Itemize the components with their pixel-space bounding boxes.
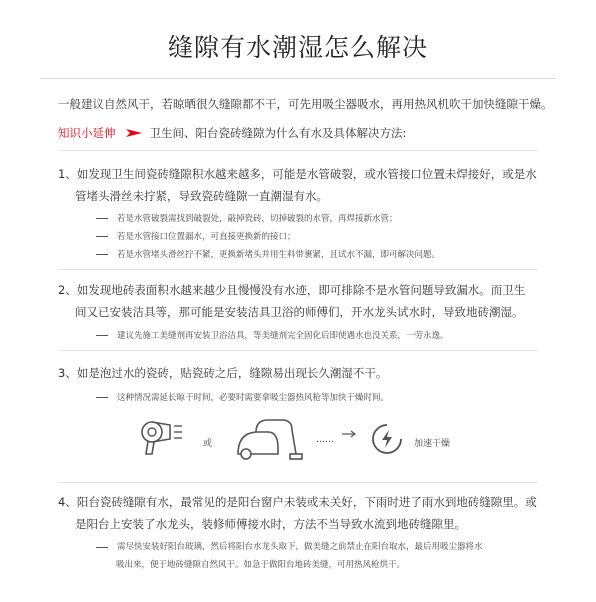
item-4-sub-1	[96, 538, 546, 574]
lightning-icon	[370, 422, 404, 456]
tip-label: 知识小延伸	[58, 126, 116, 140]
item-2-sub-1-text: 建议先施工美缝剂再安装卫浴洁具，等美缝剂完全固化后即使遇水也没关系，一劳永逸。	[117, 331, 449, 341]
item-1-sub-2-text: 若是水管接口位置漏水，可直接更换新的接口；	[117, 232, 296, 242]
dash-icon	[96, 335, 108, 336]
section-divider	[58, 350, 538, 351]
knowledge-tip	[58, 125, 406, 141]
dash-icon	[96, 397, 108, 398]
dash-icon	[96, 218, 108, 219]
item-2-line1: 2、如发现地砖表面积水越来越少且慢慢没有水迹，即可排除不是水管问题导致漏水。而卫生	[58, 283, 526, 297]
drying-tools-illustration	[130, 412, 490, 472]
hairdryer-icon	[138, 420, 186, 456]
dots-text: ……	[316, 435, 334, 445]
tip-text: 卫生间、阳台瓷砖缝隙为什么有水及具体解决方法:	[149, 126, 407, 140]
speed-dry-text: 加速干燥	[414, 439, 451, 449]
or-text: 或	[203, 439, 213, 449]
arrow-right-icon	[126, 129, 142, 137]
intro-text: 一般建议自然风干，若晾晒很久缝隙都不干，可先用吸尘器吸水，再用热风机吹干加快缝隙干燥。	[58, 97, 553, 111]
dash-icon	[96, 547, 108, 548]
item-1-sub-1	[96, 212, 398, 224]
item-3	[58, 362, 548, 384]
item-2-line2: 间又已安装洁具等，那可能是安装洁具卫浴的师傅们，开水龙头试水时，导致地砖潮湿。	[75, 305, 524, 319]
item-4-sub-line2: 吸出来，便于地砖缝隙自然风干。如急于做阳台地砖美缝，可用热风枪烘干。	[116, 560, 406, 570]
section-divider	[58, 482, 538, 483]
item-3-sub-1	[96, 391, 389, 403]
page-title: 缝隙有水潮湿怎么解决	[167, 33, 428, 62]
item-2	[58, 279, 548, 323]
title-divider	[40, 78, 556, 79]
item-1-sub-3	[96, 248, 440, 260]
dash-icon	[96, 254, 108, 255]
item-1	[58, 163, 548, 207]
arrow-right-icon	[342, 430, 356, 438]
item-1-sub-3-text: 若是水管堵头滑丝拧不紧，更换新堵头并用生料带裹紧，且试水不漏，即可解决问题。	[117, 250, 441, 260]
item-1-sub-1-text: 若是水管破裂需找到破裂处，敲掉瓷砖，切掉破裂的水管，再焊接新水管；	[117, 214, 398, 224]
item-3-line1: 3、如是泡过水的瓷砖，贴瓷砖之后，缝隙易出现长久潮湿不干。	[58, 366, 388, 380]
item-4	[58, 491, 548, 535]
item-4-line1: 4、阳台瓷砖缝隙有水，最常见的是阳台窗户未装或未关好，下雨时进了雨水到地砖缝隙里。或	[58, 495, 537, 509]
item-4-sub-line1: 需尽快安装好阳台玻璃，然后将阳台水龙头取下，做美缝之前禁止在阳台取水，最后用吸尘器将水	[117, 542, 483, 552]
item-1-line1: 1、如发现卫生间瓷砖缝隙积水越来越多，可能是水管破裂，或水管接口位置未焊接好，或是水	[58, 167, 537, 181]
dash-icon	[96, 236, 108, 237]
item-2-sub-1	[96, 329, 449, 341]
item-4-line2: 是阳台上安装了水龙头，装修师傅接水时，方法不当导致水流到地砖缝隙里。	[75, 517, 466, 531]
item-1-line2: 管堵头滑丝未拧紧，导致瓷砖缝隙一直潮湿有水。	[75, 189, 328, 203]
item-3-sub-1-text: 这种情况需延长晾干时间，必要时需要拿吸尘器热风枪等加快干燥时间。	[117, 393, 390, 403]
item-1-sub-2	[96, 230, 296, 242]
vacuum-cleaner-icon	[234, 414, 304, 462]
section-divider	[58, 269, 538, 270]
section-divider	[58, 150, 538, 151]
